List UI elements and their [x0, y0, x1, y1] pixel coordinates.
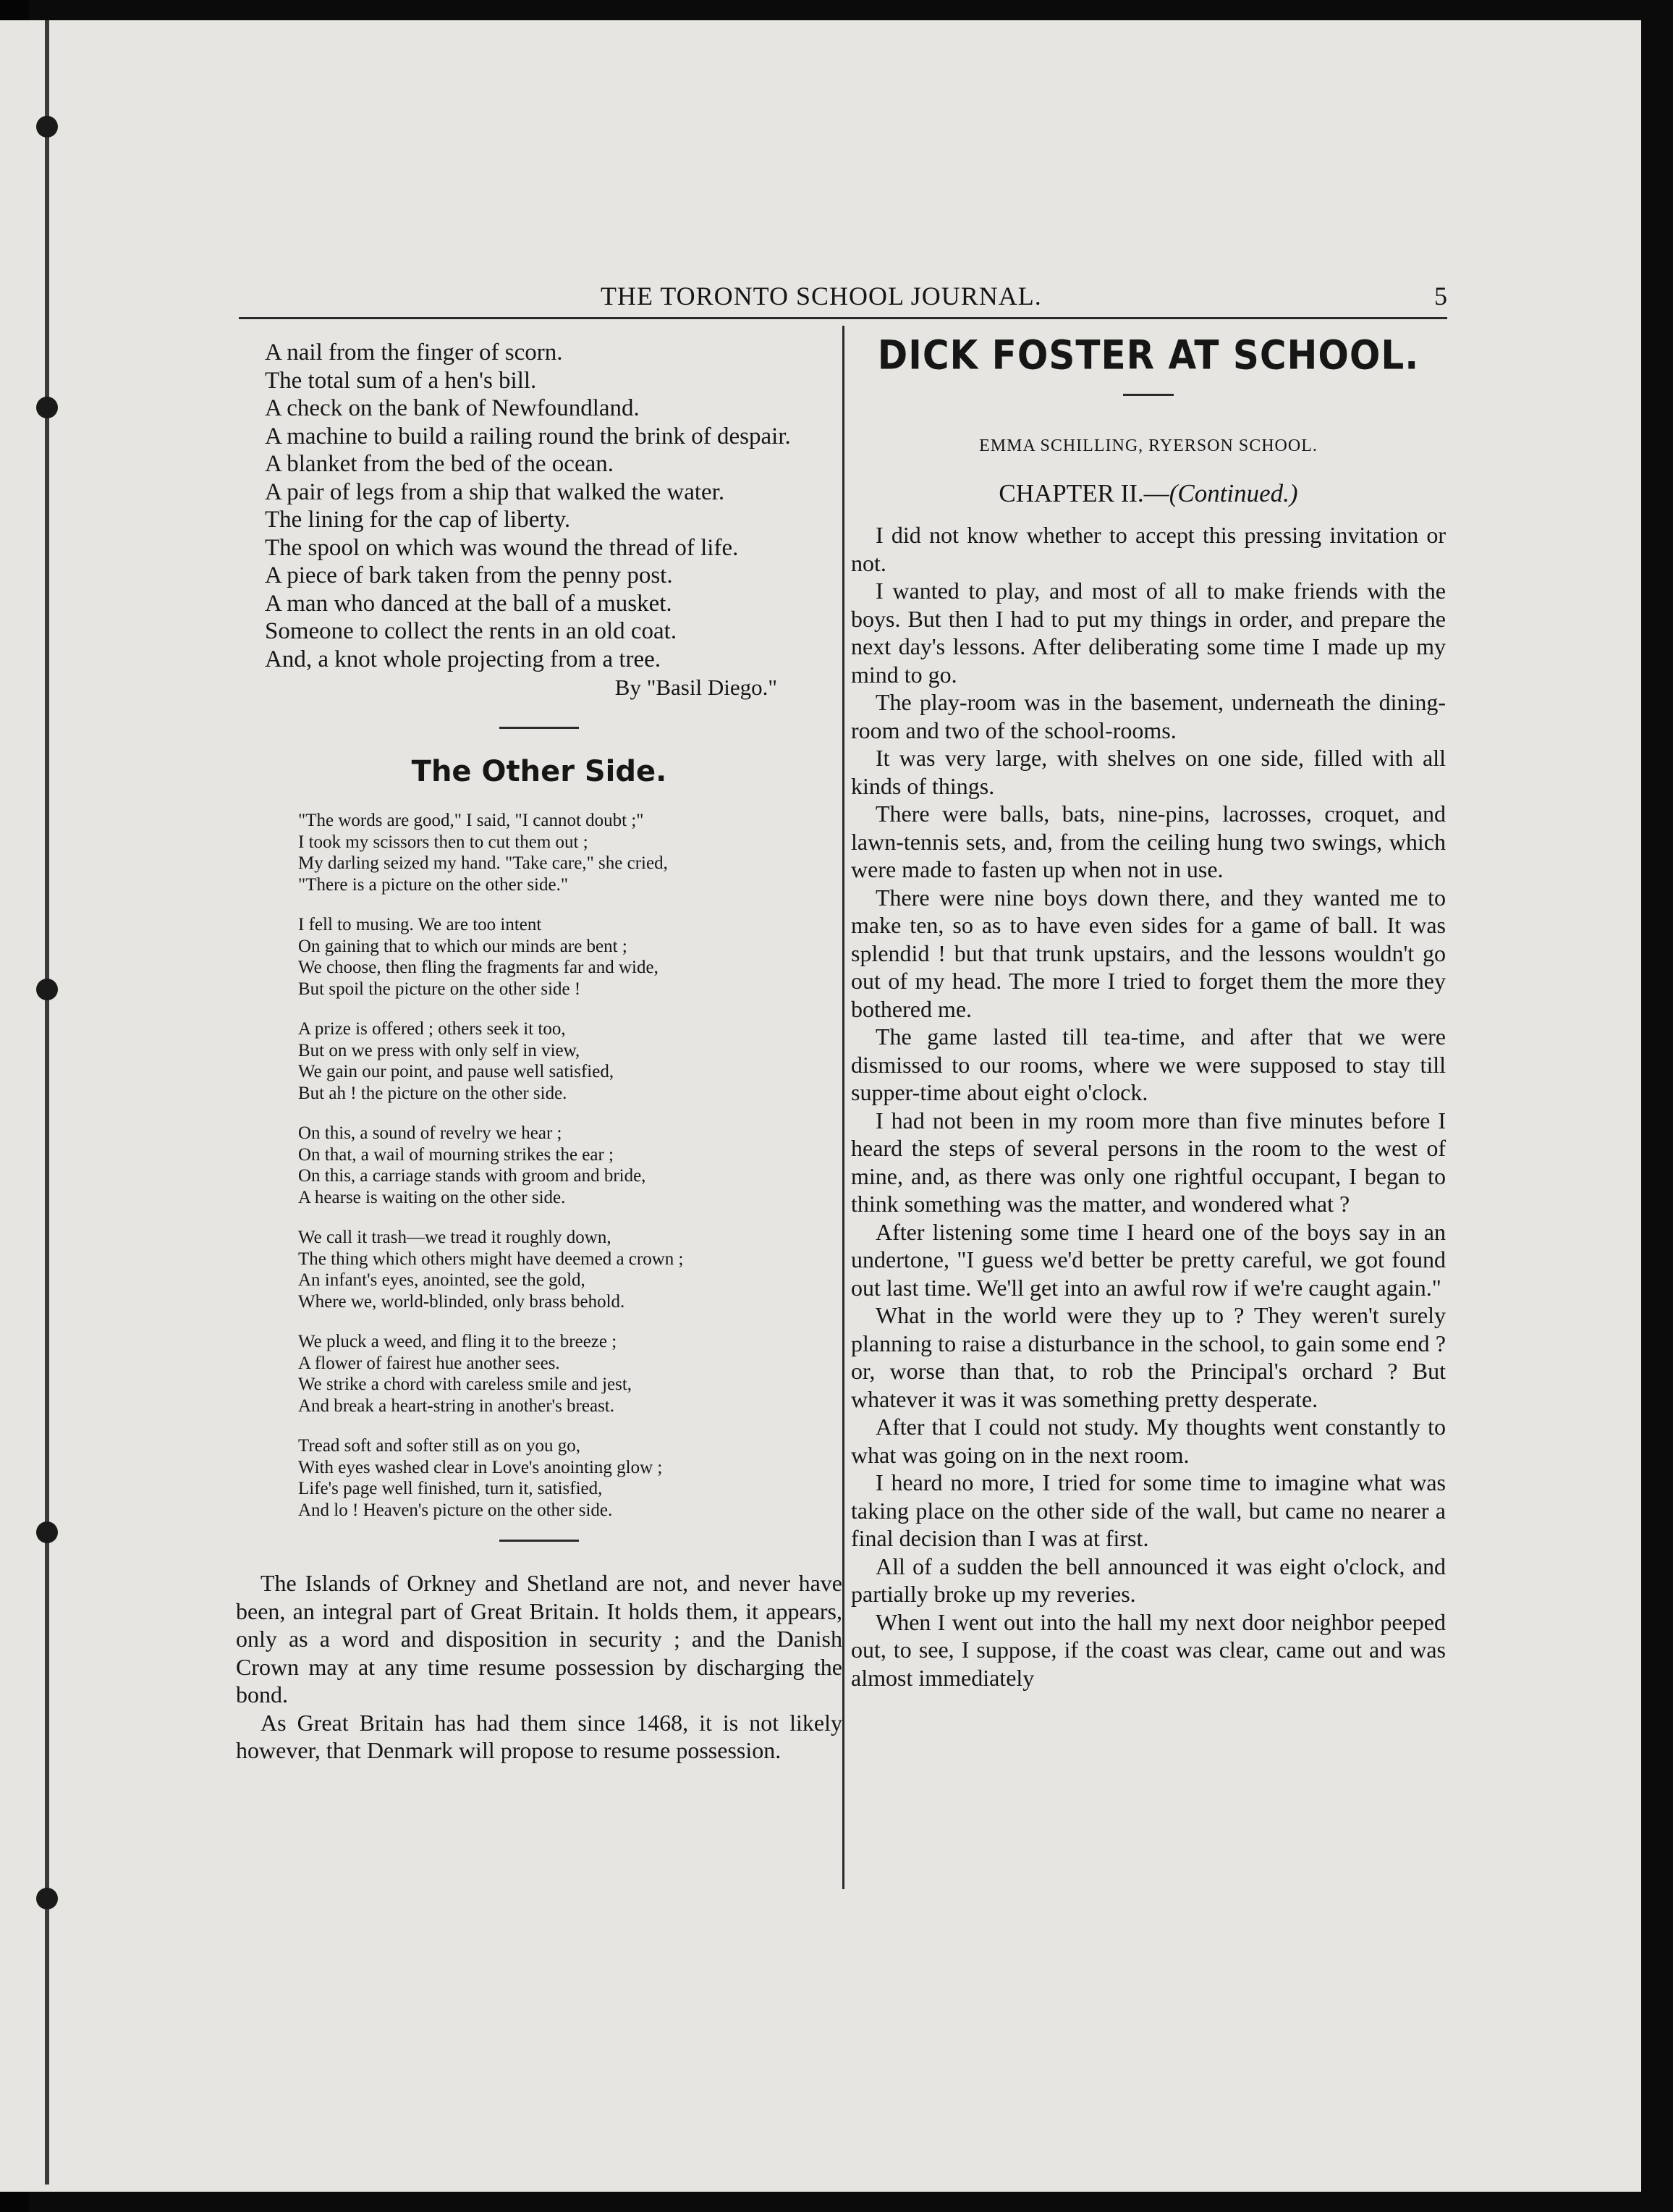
riddle-line: Someone to collect the rents in an old coat.: [265, 618, 677, 644]
poem-stanza: [298, 810, 842, 895]
poem-line: A flower of fairest hue another sees.: [298, 1353, 560, 1373]
paragraph: After that I could not study. My thoughts went constantly to what was going on in the next room.: [851, 1414, 1446, 1468]
section-rule: [499, 1540, 579, 1542]
journal-title: THE TORONTO SCHOOL JOURNAL.: [601, 282, 1042, 311]
poem-line: We choose, then fling the fragments far and wide,: [298, 958, 658, 977]
column-divider: [842, 326, 844, 1889]
riddle-line: And, a knot whole projecting from a tree.: [265, 646, 661, 672]
poem-line: We pluck a weed, and fling it to the breeze ;: [298, 1332, 617, 1351]
poem-line: We gain our point, and pause well satisfied,: [298, 1062, 614, 1081]
riddle-line: A man who danced at the ball of a musket.: [265, 590, 672, 617]
paragraph: All of a sudden the bell announced it was eight o'clock, and partially broke up my reveries.: [851, 1553, 1446, 1607]
paragraph: There were nine boys down there, and they wanted me to make ten, so as to have even sides for a game of ball. It was splendid ! but that trunk upstairs, and the lessons wouldn't go out of my head. The more I tried to forget them the more they bothered me.: [851, 884, 1446, 1022]
poem-line: On gaining that to which our minds are bent ;: [298, 936, 627, 956]
paragraph: I wanted to play, and most of all to make friends with the boys. But then I had to put my things in order, and prepare the next day's lessons. After deliberating some time I made up my mind to go.: [851, 578, 1446, 688]
page-number: 5: [1434, 282, 1447, 311]
paragraph: I had not been in my room more than five minutes before I heard the steps of several persons in the room to the west of mine, and, as there was only one rightful occupant, I began to think something was the matter, and wondered what ?: [851, 1107, 1446, 1217]
paragraph: I did not know whether to accept this pressing invitation or not.: [851, 522, 1446, 576]
poem-line: An infant's eyes, anointed, see the gold,: [298, 1270, 585, 1290]
poem-line: Where we, world-blinded, only brass behold.: [298, 1291, 625, 1312]
poem-line: And lo ! Heaven's picture on the other side.: [298, 1500, 613, 1520]
poem-line: I took my scissors then to cut them out ;: [298, 832, 588, 852]
poem-stanza: [298, 1331, 842, 1417]
running-header: [239, 281, 1447, 319]
stitch-mark: [36, 1888, 58, 1909]
story-title: DICK FOSTER AT SCHOOL.: [877, 332, 1420, 379]
poem-stanza: [298, 1227, 842, 1312]
binding-thread: [45, 20, 49, 2184]
stitch-mark: [36, 1521, 58, 1543]
poem-line: We strike a chord with careless smile and jest,: [298, 1375, 632, 1394]
poem-stanza: [298, 914, 842, 1000]
stitch-mark: [36, 979, 58, 1000]
paragraph: I heard no more, I tried for some time to imagine what was taking place on the other side of the wall, but came no nearer a final decision than I was at first.: [851, 1469, 1446, 1551]
riddle-line: The spool on which was wound the thread of life.: [265, 534, 739, 561]
poem-line: The thing which others might have deemed a crown ;: [298, 1249, 684, 1269]
riddle-list: [236, 339, 842, 673]
poem-line: A hearse is waiting on the other side.: [298, 1187, 566, 1207]
byline: By "Basil Diego.": [614, 675, 777, 700]
riddle-line: A blanket from the bed of the ocean.: [265, 451, 614, 477]
story-body: [851, 521, 1446, 1692]
paragraph: What in the world were they up to ? They weren't surely planning to raise a disturbance in the school, to gain some end ? or, worse than that, to rob the Principal's orchard ? But whatever it was it was something pretty desperate.: [851, 1302, 1446, 1412]
poem-line: But on we press with only self in view,: [298, 1040, 580, 1060]
paragraph: The Islands of Orkney and Shetland are not, and never have been, an integral part of Great Britain. It holds them, it appears, only as a word and disposition in security ; and the Danish Crown may at any time resume possession by discharging the bond.: [236, 1570, 842, 1707]
poem-title: The Other Side.: [411, 755, 667, 788]
story-author: EMMA SCHILLING, RYERSON SCHOOL.: [979, 436, 1318, 455]
riddle-line: A piece of bark taken from the penny post.: [265, 562, 673, 588]
poem-stanza: [298, 1018, 842, 1104]
stitch-mark: [36, 116, 58, 138]
poem-stanza: [298, 1123, 842, 1208]
poem-line: But spoil the picture on the other side !: [298, 979, 581, 999]
poem-line: "There is a picture on the other side.": [298, 874, 569, 895]
riddle-line: The total sum of a hen's bill.: [265, 367, 537, 394]
left-column: [236, 339, 842, 1765]
riddle-line: A check on the bank of Newfoundland.: [265, 395, 640, 421]
chapter-heading: [851, 479, 1446, 508]
paragraph: There were balls, bats, nine-pins, lacrosses, croquet, and lawn-tennis sets, and, from the ceiling hung two swings, which were made to fasten up when not in use.: [851, 801, 1446, 882]
poem-line: A prize is offered ; others seek it too,: [298, 1019, 566, 1039]
poem-line: We call it trash—we tread it roughly down,: [298, 1228, 611, 1247]
paragraph: As Great Britain has had them since 1468, it is not likely however, that Denmark will propose to resume possession.: [236, 1709, 842, 1763]
stitch-mark: [36, 397, 58, 418]
poem-line: And break a heart-string in another's breast.: [298, 1396, 614, 1416]
orkney-article: [236, 1569, 842, 1765]
section-rule: [499, 727, 579, 729]
riddle-line: The lining for the cap of liberty.: [265, 507, 571, 533]
riddle-line: A machine to build a railing round the brink of despair.: [265, 423, 791, 449]
poem-line: With eyes washed clear in Love's anointing glow ;: [298, 1457, 663, 1477]
riddle-line: A nail from the finger of scorn.: [265, 339, 563, 366]
poem-line: Tread soft and softer still as on you go,: [298, 1436, 581, 1456]
poem-stanza: [298, 1435, 842, 1521]
chapter-note: (Continued.): [1169, 479, 1298, 507]
poem-line: On this, a sound of revelry we hear ;: [298, 1123, 562, 1143]
poem-line: Life's page well finished, turn it, satisfied,: [298, 1479, 603, 1498]
poem-line: But ah ! the picture on the other side.: [298, 1083, 567, 1103]
chapter-number: CHAPTER II.—: [999, 479, 1169, 507]
poem-line: On that, a wail of mourning strikes the ear ;: [298, 1144, 614, 1165]
paragraph: It was very large, with shelves on one side, filled with all kinds of things.: [851, 745, 1446, 799]
paragraph: When I went out into the hall my next door neighbor peeped out, to see, I suppose, if the coast was clear, came out and was almost immediately: [851, 1608, 1446, 1691]
poem-line: My darling seized my hand. "Take care," she cried,: [298, 853, 668, 873]
paragraph: The game lasted till tea-time, and after that we were dismissed to our rooms, where we were supposed to stay till supper-time about eight o'clock.: [851, 1023, 1446, 1105]
section-rule: [1123, 394, 1174, 396]
paragraph: The play-room was in the basement, underneath the dining-room and two of the school-rooms.: [851, 689, 1446, 743]
poem-body: [236, 810, 842, 1521]
poem-line: I fell to musing. We are too intent: [298, 915, 542, 934]
poem-line: "The words are good," I said, "I cannot doubt ;": [298, 811, 644, 830]
right-column: [851, 333, 1446, 1692]
riddle-line: A pair of legs from a ship that walked the water.: [265, 478, 725, 505]
poem-line: On this, a carriage stands with groom and bride,: [298, 1166, 646, 1186]
paragraph: After listening some time I heard one of the boys say in an undertone, "I guess we'd better be pretty careful, we got found out last time. We'll get into an awful row if we're caught again.": [851, 1218, 1446, 1301]
